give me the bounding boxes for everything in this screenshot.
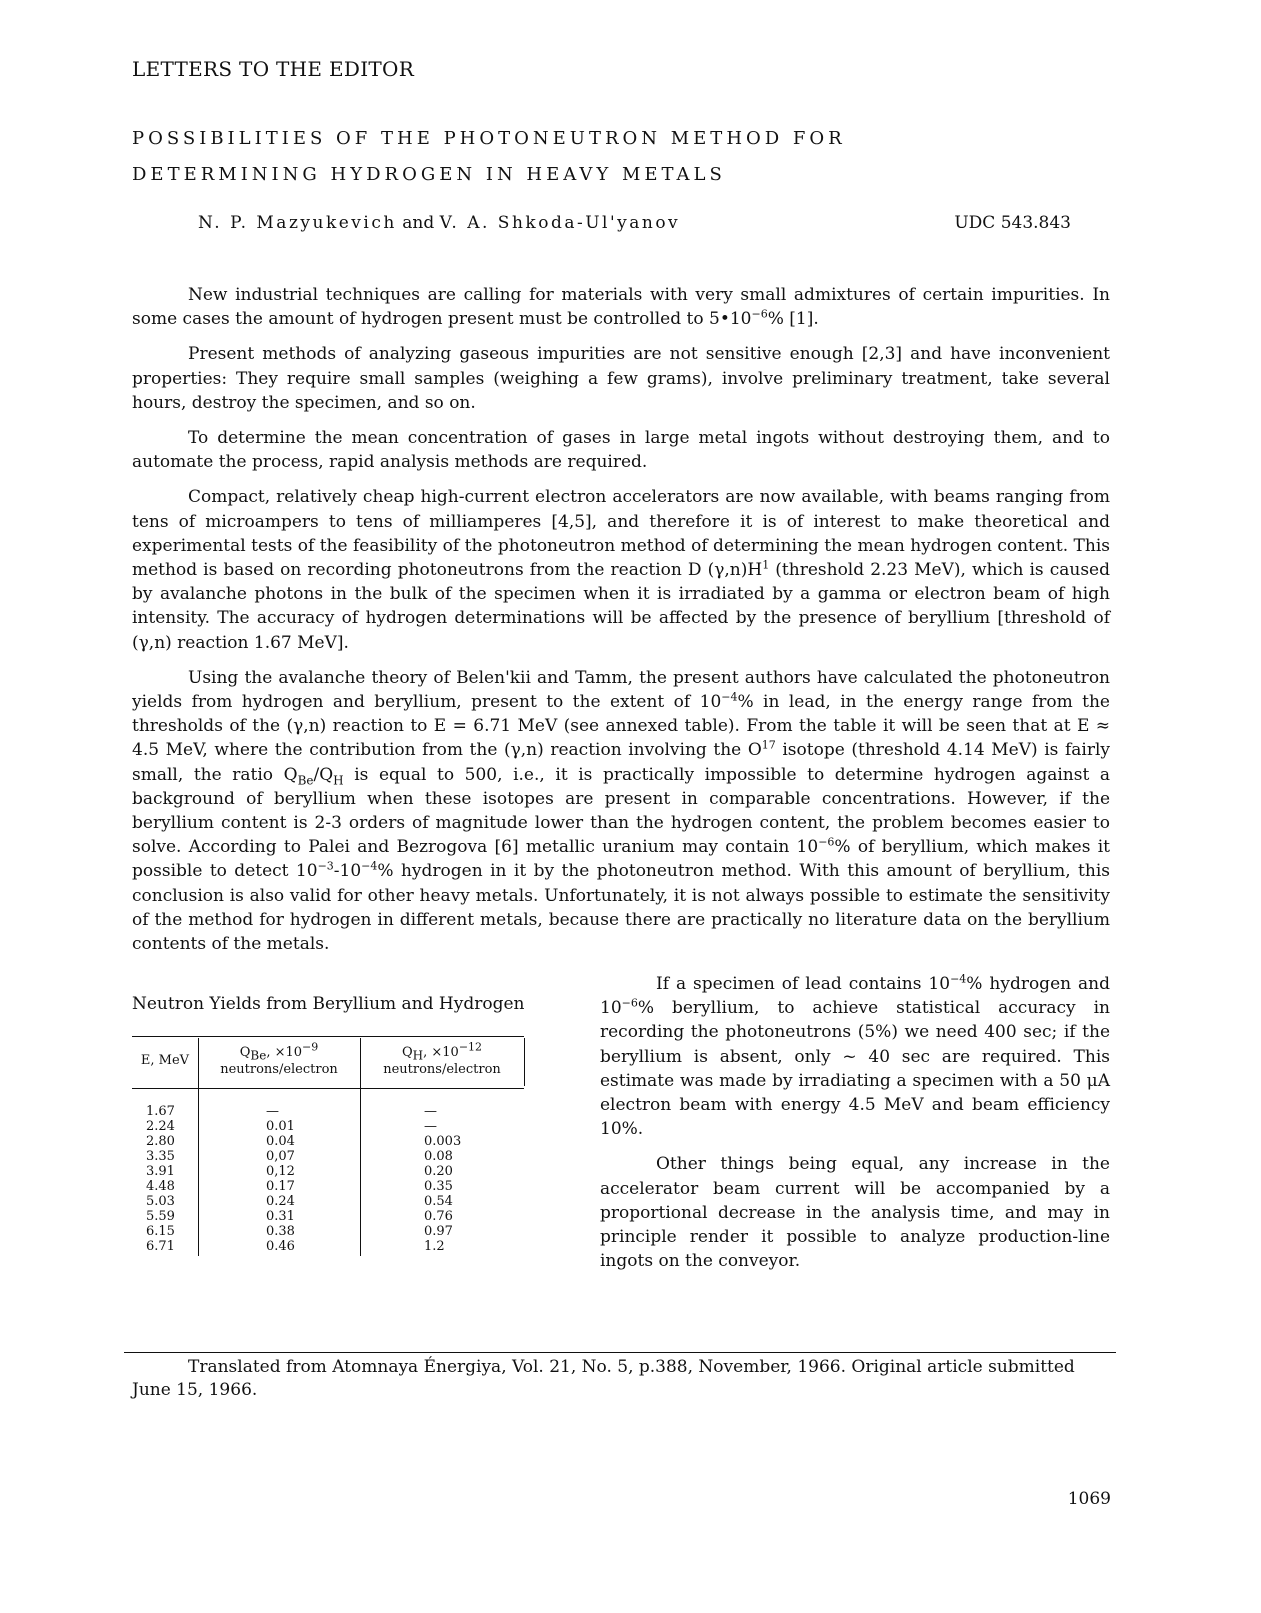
q-be-cell: 0.46 bbox=[266, 1239, 295, 1254]
table-top-rule bbox=[132, 1036, 524, 1037]
article-title-line-1: POSSIBILITIES OF THE PHOTONEUTRON METHOD FOR bbox=[132, 128, 846, 149]
paragraph-2: Present methods of analyzing gaseous impurities are not sensitive enough [2,3] and have inconvenient properties: They require small samples (weighing a few grams), involve preliminary treatment, take several hours, destroy the specimen, and so on. bbox=[132, 344, 1110, 413]
energy-cell: 4.48 bbox=[146, 1179, 175, 1194]
energy-cell: 3.35 bbox=[146, 1149, 175, 1164]
q-be-cell: 0,07 bbox=[266, 1149, 295, 1164]
energy-cell: 2.24 bbox=[146, 1119, 175, 1134]
q-h-cell: — bbox=[424, 1119, 437, 1134]
section-heading: LETTERS TO THE EDITOR bbox=[132, 57, 415, 81]
q-h-cell: 0.35 bbox=[424, 1179, 453, 1194]
page-number: 1069 bbox=[1067, 1489, 1111, 1509]
paragraph-6: If a specimen of lead contains $10^{-4}\%$ hydrogen and $10^{-6}\%$ beryllium, to achieve statistical accuracy in recording the photoneutrons (5%) we need 400 sec; if the beryllium is absent, only ~ 40 sec are required. This estimate was made by irradiating a specimen with a 50 μA electron beam with energy 4.5 MeV and beam efficiency 10%. bbox=[600, 972, 1110, 1140]
paragraph-4: Compact, relatively cheap high-current electron accelerators are now available, with beams ranging from tens of microampers to tens of milliamperes [4,5], and therefore it is of interest to make theoretical and experimental tests of the feasibility of the photoneutron method of determining the mean hydrogen content. This method is based on recording photoneutrons from the reaction D $(\gamma,n)H^1$ (threshold 2.23 MeV), which is caused by avalanche photons in the bulk of the specimen when it is irradiated by a gamma or electron beam of high intensity. The accuracy of hydrogen determinations will be affected by the presence of beryllium [threshold of (γ,n) reaction 1.67 MeV]. bbox=[132, 487, 1110, 653]
header-q-h: $Q_H$, $\times 10^{-12}$ neutrons/electron bbox=[383, 1040, 501, 1077]
table-caption: Neutron Yields from Beryllium and Hydrogen bbox=[132, 994, 525, 1014]
udc-code: UDC 543.843 bbox=[954, 213, 1071, 233]
q-be-cell: 0.38 bbox=[266, 1224, 295, 1239]
table-header-rule bbox=[132, 1088, 524, 1089]
q-h-cell: 0.003 bbox=[424, 1134, 462, 1149]
q-be-cell: 0,12 bbox=[266, 1164, 295, 1179]
article-title-line-2: DETERMINING HYDROGEN IN HEAVY METALS bbox=[132, 164, 726, 185]
q-be-column bbox=[266, 1104, 295, 1254]
energy-cell: 2.80 bbox=[146, 1134, 175, 1149]
q-h-cell: 0.54 bbox=[424, 1194, 453, 1209]
table-divider-1 bbox=[198, 1038, 199, 1256]
q-be-cell: 0.17 bbox=[266, 1179, 295, 1194]
energy-column bbox=[146, 1104, 175, 1254]
q-h-cell: — bbox=[424, 1104, 437, 1119]
main-body bbox=[132, 283, 1110, 967]
q-be-cell: 0.04 bbox=[266, 1134, 295, 1149]
q-h-cell: 0.97 bbox=[424, 1224, 453, 1239]
paragraph-3: To determine the mean concentration of gases in large metal ingots without destroying them, and to automate the process, rapid analysis methods are required. bbox=[132, 428, 1110, 473]
right-column bbox=[600, 972, 1110, 1284]
author-1: N. P. Mazyukevich bbox=[198, 213, 397, 233]
author-conjunction: and bbox=[402, 213, 435, 233]
energy-cell: 6.71 bbox=[146, 1239, 175, 1254]
footnote-rule bbox=[124, 1352, 1116, 1353]
energy-cell: 1.67 bbox=[146, 1104, 175, 1119]
energy-cell: 6.15 bbox=[146, 1224, 175, 1239]
energy-cell: 5.59 bbox=[146, 1209, 175, 1224]
energy-cell: 3.91 bbox=[146, 1164, 175, 1179]
energy-cell: 5.03 bbox=[146, 1194, 175, 1209]
paragraph-7: Other things being equal, any increase in the accelerator beam current will be accompanied by a proportional decrease in the analysis time, and may in principle render it possible to analyze production-line ingots on the conveyor. bbox=[600, 1154, 1110, 1272]
header-energy: E, MeV bbox=[140, 1053, 190, 1068]
q-be-cell: 0.01 bbox=[266, 1119, 295, 1134]
paragraph-1: New industrial techniques are calling for materials with very small admixtures of certain impurities. In some cases the amount of hydrogen present must be controlled to $5•10^{-6}\%$ [1]. bbox=[132, 285, 1110, 330]
table-right-edge bbox=[524, 1038, 525, 1086]
footnote: Translated from Atomnaya Énergiya, Vol. 21, No. 5, p.388, November, 1966. Original article submitted June 15, 1966. bbox=[132, 1357, 1075, 1400]
paragraph-5: Using the avalanche theory of Belen'kii and Tamm, the present authors have calculated the photoneutron yields from hydrogen and beryllium, present to the extent of $10^{-4}\%$ in lead, in the energy range from the thresholds of the (γ,n) reaction to E = 6.71 MeV (see annexed table). From the table it will be seen that at E ≈ 4.5 MeV, where the contribution from the (γ,n) reaction involving the $O^{17}$ isotope (threshold 4.14 MeV) is fairly small, the ratio $Q_{Be}/Q_H$ is equal to 500, i.e., it is practically impossible to determine hydrogen against a background of beryllium when these isotopes are present in comparable concentrations. However, if the beryllium content is 2-3 orders of magnitude lower than the hydrogen content, the problem becomes easier to solve. According to Palei and Bezrogova [6] metallic uranium may contain $10^{-6}\%$ of beryllium, which makes it possible to detect $10^{-3}-10^{-4}\%$ hydrogen in it by the photoneutron method. With this amount of beryllium, this conclusion is also valid for other heavy metals. Unfortunately, it is not always possible to estimate the sensitivity of the method for hydrogen in different metals, because there are practically no literature data on the beryllium contents of the metals. bbox=[132, 667, 1111, 955]
q-be-cell: — bbox=[266, 1104, 279, 1119]
header-q-be: $Q_{Be}$, $\times 10^{-9}$ neutrons/electron bbox=[220, 1040, 338, 1077]
q-h-cell: 0.76 bbox=[424, 1209, 453, 1224]
table-divider-2 bbox=[360, 1038, 361, 1256]
q-be-cell: 0.24 bbox=[266, 1194, 295, 1209]
q-h-cell: 0.08 bbox=[424, 1149, 453, 1164]
q-h-column bbox=[424, 1104, 461, 1254]
q-h-cell: 1.2 bbox=[424, 1239, 445, 1254]
q-h-cell: 0.20 bbox=[424, 1164, 453, 1179]
authors bbox=[198, 213, 680, 233]
author-2: V. A. Shkoda-Ul'yanov bbox=[439, 213, 681, 233]
q-be-cell: 0.31 bbox=[266, 1209, 295, 1224]
